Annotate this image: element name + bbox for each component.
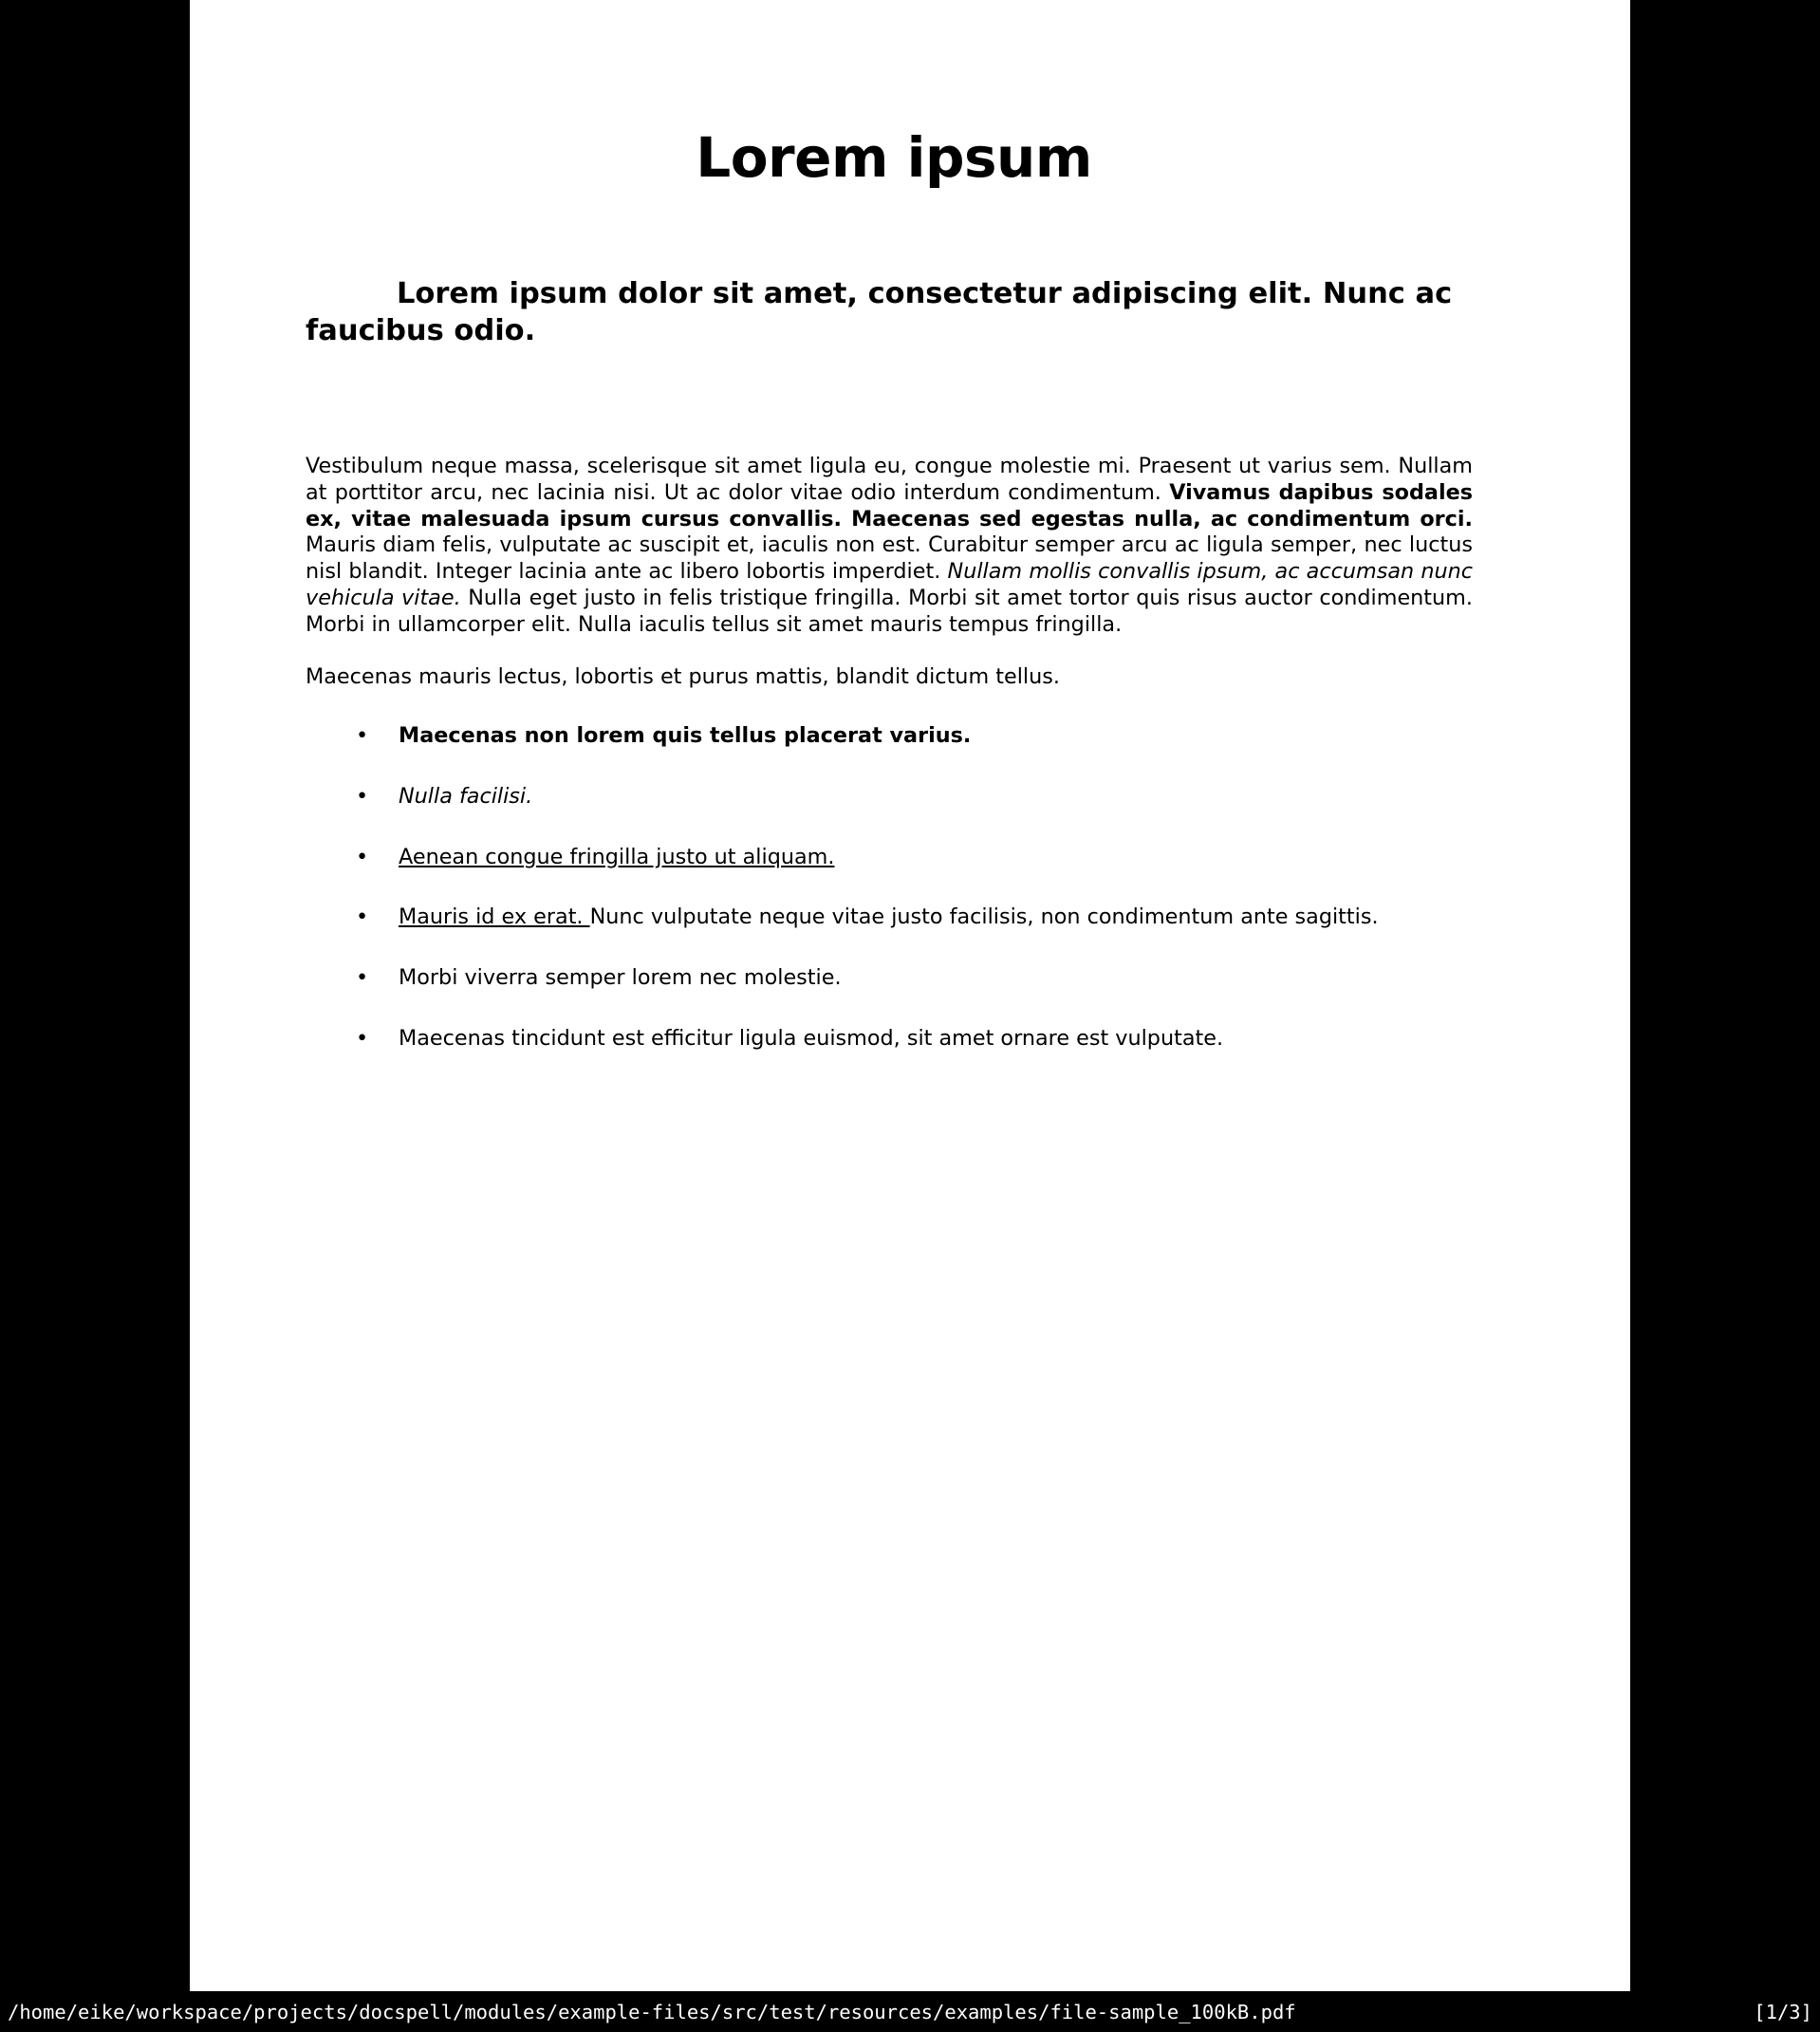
list-item-text-underlined: Mauris id ex erat. [399, 904, 590, 930]
list-item [306, 904, 1473, 931]
bullet-icon: • [356, 783, 369, 809]
list-item-text: Nulla facilisi. [399, 783, 533, 809]
document-body [306, 454, 1473, 1053]
list-item [306, 784, 1473, 811]
list-item [306, 1026, 1473, 1053]
list-item [306, 965, 1473, 992]
document-page [190, 0, 1630, 1991]
bullet-icon: • [356, 1025, 369, 1051]
paragraph-1-part-5: Nulla eget justo in felis tristique fringilla. Morbi sit amet tortor quis risus auctor condimentum. Morbi in ullamcorper elit. Nulla iaculis tellus sit amet mauris tempus fringilla. [306, 585, 1473, 637]
paragraph-1-bold-run: Vivamus dapibus sodales ex, vitae malesuada ipsum cursus convallis. Maecenas sed egestas nulla, ac condimentum orci. [306, 479, 1473, 531]
list-item-text: Maecenas non lorem quis tellus placerat varius. [399, 723, 972, 748]
list-item [306, 723, 1473, 750]
document-subtitle: Lorem ipsum dolor sit amet, consectetur adipiscing elit. Nunc ac faucibus odio. [306, 277, 1453, 348]
bullet-icon: • [356, 904, 369, 930]
document-title: Lorem ipsum [696, 125, 1092, 190]
list-item-text: Morbi viverra semper lorem nec molestie. [399, 965, 842, 990]
paragraph-1-part-1: Vestibulum neque massa, scelerisque sit amet ligula eu, congue molestie mi. Praesent ut varius sem. Nullam at porttitor arcu, nec lacinia nisi. Ut ac dolor vitae odio interdum condimentum. [306, 454, 1473, 505]
list-item-text: Nunc vulputate neque vitae justo facilisis, non condimentum ante sagittis. [589, 904, 1379, 930]
paragraph-1 [306, 454, 1473, 638]
bullet-icon: • [356, 965, 369, 990]
list-item-text: Aenean congue fringilla justo ut aliquam. [399, 844, 835, 869]
file-path-label: /home/eike/workspace/projects/docspell/modules/example-files/src/test/resources/examples/file-sample_100kB.pdf [8, 2000, 1296, 2023]
bullet-icon: • [356, 723, 369, 748]
bullet-icon: • [356, 844, 369, 869]
list-item-text: Maecenas tincidunt est efficitur ligula euismod, sit amet ornare est vulputate. [399, 1025, 1224, 1051]
paragraph-1-part-3: Mauris diam felis, vulputate ac suscipit et, iaculis non est. Curabitur semper arcu ac ligula semper, nec luctus nisl blandit. Integer lacinia ante ac libero lobortis imperdiet. [306, 532, 1473, 584]
status-bar [0, 1991, 1820, 2032]
page-indicator: [1/3] [1754, 2000, 1812, 2023]
paragraph-2: Maecenas mauris lectus, lobortis et purus mattis, blandit dictum tellus. [306, 664, 1060, 690]
bullet-list [306, 723, 1473, 1053]
list-item [306, 845, 1473, 871]
paragraph-1-italic-run: Nullam mollis convallis ipsum, ac accumsan nunc vehicula vitae. [306, 559, 1473, 610]
